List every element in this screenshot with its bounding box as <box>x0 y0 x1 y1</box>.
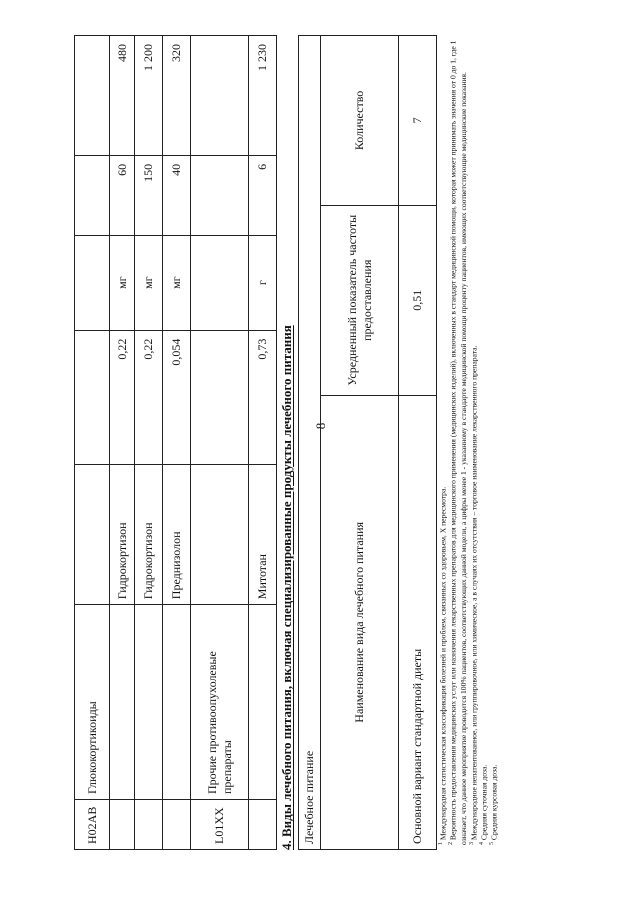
table-row <box>110 36 135 850</box>
drug-code <box>135 800 163 850</box>
footnote-number: 4 <box>479 842 486 845</box>
drug-code: H02AB <box>75 800 110 850</box>
drug-unit: мг <box>110 235 135 330</box>
footnote-text: Международное непатентованное, или группировочное, или химическое, а в случаях их отсутствия – торговое наименование лекарственного препарата. <box>469 345 479 841</box>
footnote <box>448 40 468 845</box>
table-row <box>163 36 191 850</box>
footnote-number: 1 <box>438 842 444 845</box>
drug-name: Гидрокортизон <box>135 465 163 605</box>
footnote-text: Средняя суточная доза. <box>479 764 489 841</box>
rotated-page-content <box>74 35 524 850</box>
drug-group: Прочие противоопухолевые препараты <box>191 605 249 800</box>
footnote <box>489 40 499 845</box>
footnote-number: 5 <box>489 842 496 845</box>
daily-dose: 60 <box>110 155 135 235</box>
drug-name: Митотан <box>249 465 277 605</box>
daily-dose <box>191 155 249 235</box>
course-dose: 1 230 <box>249 36 277 156</box>
course-dose: 1 200 <box>135 36 163 156</box>
drug-group <box>163 605 191 800</box>
drug-code: L01XX <box>191 800 249 850</box>
diet-quantity: 7 <box>399 36 437 206</box>
footnote-number: 2 <box>448 842 455 845</box>
diet-name: Основной вариант стандартной диеты <box>399 395 437 849</box>
footnote-number: 3 <box>468 842 475 845</box>
footnote-text: Средняя курсовая доза. <box>489 764 499 841</box>
drug-code <box>249 800 277 850</box>
daily-dose: 150 <box>135 155 163 235</box>
drug-frequency <box>191 330 249 465</box>
drug-group: Глюкокортикоиды <box>75 605 110 800</box>
footnotes <box>438 40 500 845</box>
drug-frequency <box>75 330 110 465</box>
drug-unit: г <box>249 235 277 330</box>
drug-group <box>135 605 163 800</box>
header-frequency: Усредненный показатель частоты предоставления <box>321 205 399 395</box>
daily-dose: 6 <box>249 155 277 235</box>
drug-unit <box>191 235 249 330</box>
nutrition-table-title: Лечебное питание <box>299 36 321 850</box>
drug-unit <box>75 235 110 330</box>
header-name: Наименование вида лечебного питания <box>321 395 399 849</box>
footnote <box>438 40 448 845</box>
drug-name <box>191 465 249 605</box>
drug-frequency: 0,22 <box>135 330 163 465</box>
header-quantity: Количество <box>321 36 399 206</box>
course-dose: 320 <box>163 36 191 156</box>
drug-name <box>75 465 110 605</box>
drug-name: Преднизолон <box>163 465 191 605</box>
drug-unit: мг <box>135 235 163 330</box>
table-row <box>191 36 249 850</box>
course-dose: 480 <box>110 36 135 156</box>
diet-frequency: 0,51 <box>399 205 437 395</box>
footnote <box>469 40 479 845</box>
section-4-title: 4. Виды лечебного питания, включая специализированные продукты лечебного питания <box>279 325 294 850</box>
drug-group <box>110 605 135 800</box>
course-dose <box>75 36 110 156</box>
drug-name: Гидрокортизон <box>110 465 135 605</box>
table-row <box>249 36 277 850</box>
footnote <box>479 40 489 845</box>
table-row <box>75 36 110 850</box>
page-number: 8 <box>313 422 328 430</box>
course-dose <box>191 36 249 156</box>
drug-code <box>110 800 135 850</box>
table-row <box>135 36 163 850</box>
daily-dose: 40 <box>163 155 191 235</box>
footnote-text: Международная статистическая классификация болезней и проблем, связанных со здоровьем, X пересмотра. <box>438 486 448 841</box>
nutrition-table <box>298 35 437 850</box>
drug-group <box>249 605 277 800</box>
drug-frequency: 0,73 <box>249 330 277 465</box>
drug-unit: мг <box>163 235 191 330</box>
drug-frequency: 0,054 <box>163 330 191 465</box>
drug-code <box>163 800 191 850</box>
footnote-text: Вероятность предоставления медицинских услуг или назначения лекарственных препаратов для медицинского применения (медицинских изделий), включенных в стандарт медицинской помощи, которая может принимать значения от 0 до 1, где 1 означает, что данное мероприятие проводится 100% пациентов, соответствующих данной модели, а цифры менее 1 - указанному в стандарте медицинской помощи проценту пациентов, имеющих соответствующие медицинские показания. <box>448 40 468 845</box>
drugs-table <box>74 35 277 850</box>
drug-frequency: 0,22 <box>110 330 135 465</box>
daily-dose <box>75 155 110 235</box>
